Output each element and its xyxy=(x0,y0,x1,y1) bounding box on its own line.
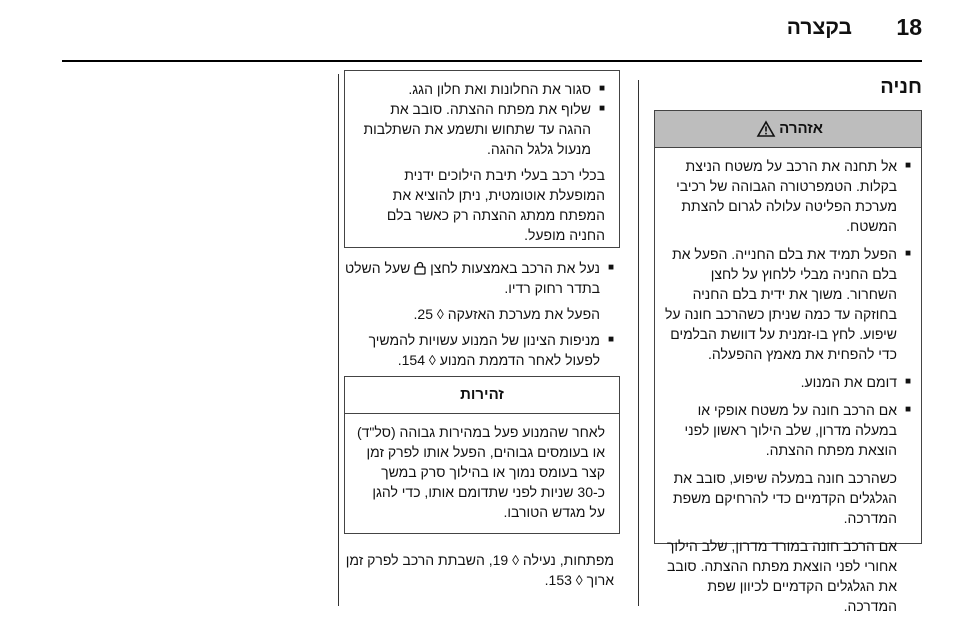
steps-box xyxy=(344,70,620,248)
middle-column xyxy=(344,70,620,590)
warning-item: ■ דומם את המנוע. xyxy=(800,374,911,390)
section-title: בקצרה xyxy=(786,16,852,39)
warning-box-body xyxy=(655,148,921,632)
warning-title: אזהרה xyxy=(779,120,824,137)
bullet-marker: ■ xyxy=(598,83,605,94)
warning-triangle-icon xyxy=(757,121,775,137)
section-heading: חניה xyxy=(880,76,922,98)
bullet-marker: ■ xyxy=(607,334,614,345)
caution-box-header: זהירות xyxy=(345,377,619,414)
cross-reference-text: מפתחות, נעילה ◊ 19, השבתת הרכב לפרק זמן ארוך ◊ 153. xyxy=(345,552,614,588)
warning-paragraph: כשהרכב חונה במעלה שיפוע, סובב את הגלגלים הקדמיים כדי להרחיקם משפת המדרכה. xyxy=(672,470,897,526)
step-item: ■ סגור את החלונות ואת חלון הגג. xyxy=(408,81,605,97)
caution-box xyxy=(344,376,620,534)
parking-steps-list xyxy=(344,258,620,370)
warning-item: ■ הפעל תמיד את בלם החנייה. הפעל את בלם החניה מבלי ללחוץ על לחצן השחרור. משוך את ידית בלם החניה בחוזקה עד כמה שניתן כשהרכב חונה על שיפוע. לחץ בו-זמנית על דוושת הבלמים כדי להפחית את מאמץ ההפעלה. xyxy=(665,246,911,362)
bullet-marker: ■ xyxy=(904,404,911,415)
bullet-marker: ■ xyxy=(904,376,911,387)
bullet-marker: ■ xyxy=(607,262,614,273)
page-header xyxy=(0,0,960,60)
list-item: ■ נעל את הרכב באמצעות לחצן שעל השלט בתדר רחוק רדיו. xyxy=(344,260,614,296)
warning-paragraph: אם הרכב חונה במורד מדרון, שלב הילוך אחורי לפני הוצאת מפתח ההצתה. סובב את הגלגלים הקדמיים לכיוון שפת המדרכה. xyxy=(666,538,897,614)
right-column xyxy=(654,70,922,614)
warning-item: ■ אל תחנה את הרכב על משטח הניצת בקלות. הטמפרטורה הגבוהה של רכיבי מערכת הפליטה עלולה לגרום להצתת המשטח. xyxy=(676,158,911,234)
bullet-marker: ■ xyxy=(904,248,911,259)
list-paragraph: הפעל את מערכת האזעקה ◊ 25. xyxy=(413,306,600,322)
lock-icon xyxy=(414,261,426,275)
header-rule xyxy=(62,60,922,62)
warning-box xyxy=(654,110,922,614)
warning-item: ■ אם הרכב חונה על משטח אופקי או במעלה מדרון, שלב הילוך ראשון לפני הוצאת מפתח ההצתה. xyxy=(684,402,911,458)
column-divider-right xyxy=(638,80,639,606)
step-paragraph: בכלי רכב בעלי תיבת הילוכים ידנית המופעלת אוטומטית, ניתן להוציא את המפתח ממתג ההצתה רק כאשר בלם החניה מופעל. xyxy=(386,167,605,243)
page-number: 18 xyxy=(896,14,922,40)
list-item: ■ מניפות הצינון של המנוע עשויות להמשיך לפעול לאחר הדממת המנוע ◊ 154. xyxy=(368,332,614,368)
bullet-marker: ■ xyxy=(904,160,911,171)
steps-box-body xyxy=(345,71,619,251)
warning-box-header xyxy=(655,111,921,148)
step-item: ■ שלוף את מפתח ההצתה. סובב את ההגה עד שתחוש ותשמע את השתלבות מנעול גלגל ההגה. xyxy=(363,101,605,157)
bullet-marker: ■ xyxy=(598,103,605,114)
caution-box-body: לאחר שהמנוע פעל במהירות גבוהה (סל"ד) או בעומסים גבוהים, הפעל אותו לפרק זמן קצר בעומס נמוך או בהילוך סרק במשך כ-30 שניות לפני שתדומם אותו, כדי להגן על מגדש הטורבו. xyxy=(356,424,605,520)
column-divider-left xyxy=(338,74,339,606)
